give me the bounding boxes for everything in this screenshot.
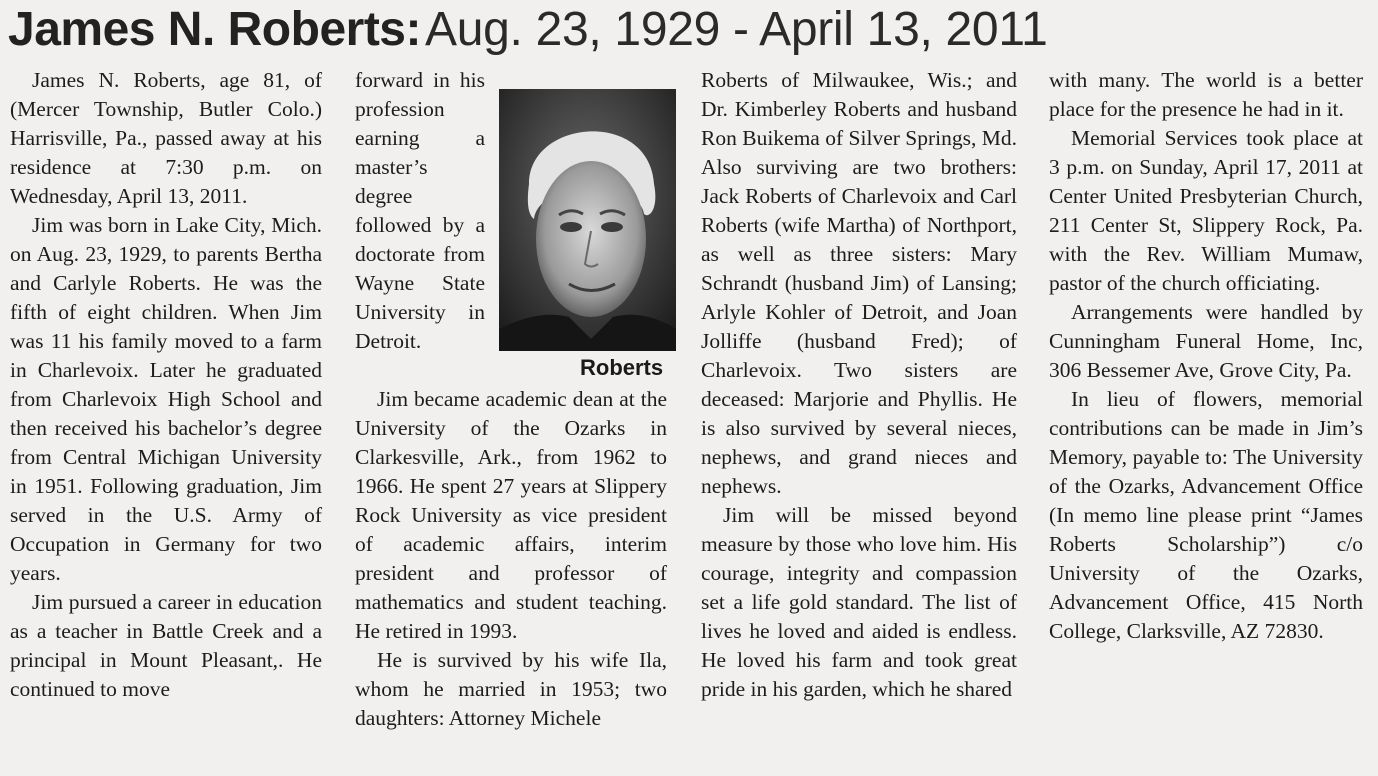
paragraph: with many. The world is a better place for the presence he had in it. [1049, 68, 1363, 121]
portrait-icon [499, 89, 676, 351]
headline-name: James N. Roberts: [8, 3, 421, 56]
paragraph: James N. Roberts, age 81, of (Mercer Township, Butler Colo.) Harrisville, Pa., passed away at his residence at 7:30 p.m. on Wednesday, April 13, 2011. [10, 68, 322, 208]
paragraph: Jim pursued a career in education as a teacher in Battle Creek and a principal in Mount Pleasant,. He continued to move [10, 590, 322, 701]
paragraph: Arrangements were handled by Cunningham Funeral Home, Inc, 306 Bessemer Ave, Grove City, Pa. [1049, 300, 1363, 382]
paragraph: Jim was born in Lake City, Mich. on Aug. 23, 1929, to parents Bertha and Carlyle Roberts. He was the fifth of eight children. When Jim was 11 his family moved to a farm in Charlevoix. Later he graduated from Charlevoix High School and then received his bachelor’s degree from Central Michigan University in 1951. Following graduation, Jim served in the U.S. Army of Occupation in Germany for two years. [10, 213, 322, 585]
paragraph: Jim became academic dean at the University of the Ozarks in Clarkesville, Ark., from 1962 to 1966. He spent 27 years at Slippery Rock University as vice president of academic affairs, interim president and professor of mathematics and student teaching. He retired in 1993. [355, 387, 667, 643]
paragraph: Roberts of Milwaukee, Wis.; and Dr. Kimberley Roberts and husband Ron Buikema of Silver Springs, Md. Also surviving are two brothers: Jack Roberts of Charlevoix and Carl Roberts (wife Martha) of Northport, as well as three sisters: Mary Schrandt (husband Jim) of Lansing; Arlyle Kohler of Detroit, and Joan Jolliffe (husband Fred); of Charlevoix. Two sisters are deceased: Marjorie and Phyllis. He is also survived by several nieces, nephews, and grand nieces and nephews. [701, 68, 1017, 498]
paragraph: Memorial Services took place at 3 p.m. on Sunday, April 17, 2011 at Center United Presbyterian Church, 211 Center St, Slippery Rock, Pa. with the Rev. William Mumaw, pastor of the church officiating. [1049, 126, 1363, 295]
column-3 [701, 66, 1017, 704]
paragraph: In lieu of flowers, memorial contributions can be made in Jim’s Memory, payable to: The University of the Ozarks, Advancement Office (In memo line please print “James Roberts Scholarship”) c/o University of the Ozarks, Advancement Office, 415 North College, Clarksville, AZ 72830. [1049, 387, 1363, 643]
paragraph: Jim will be missed beyond measure by those who love him. His courage, integrity and compassion set a life gold standard. The list of lives he loved and aided is endless. He loved his farm and took great pride in his garden, which he shared [701, 503, 1017, 701]
headline [8, 3, 1048, 56]
column-2-top [355, 66, 485, 356]
column-4 [1049, 66, 1363, 646]
paragraph: forward in his profession earning a master’s degree followed by a doctorate from Wayne State University in Detroit. [355, 68, 485, 353]
column-1 [10, 66, 322, 704]
paragraph: He is survived by his wife Ila, whom he married in 1953; two daughters: Attorney Michele [355, 648, 667, 730]
photo-caption: Roberts [580, 355, 664, 380]
headline-dates: Aug. 23, 1929 - April 13, 2011 [424, 3, 1048, 56]
portrait-photo [499, 89, 676, 351]
column-2-bottom [355, 385, 667, 733]
